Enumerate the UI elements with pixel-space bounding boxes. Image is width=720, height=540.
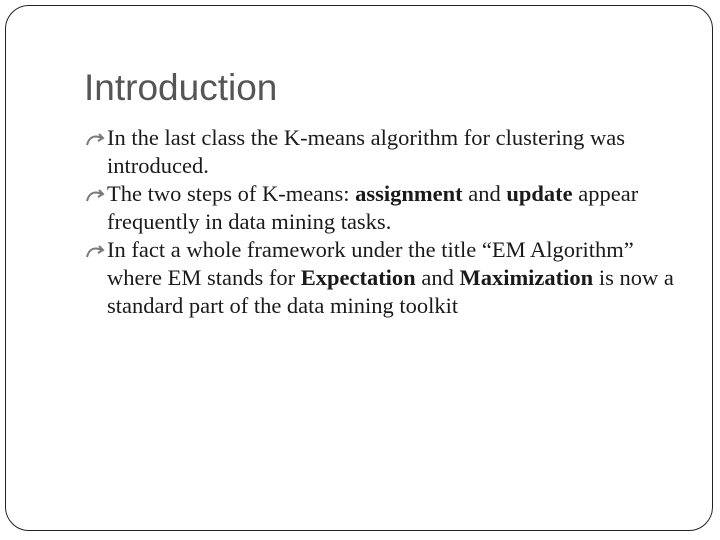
slide-frame (5, 5, 713, 531)
bullet-segment: In the last class the K-means algorithm for clustering was introduced. (107, 125, 625, 178)
bullet-text (107, 124, 684, 180)
curved-arrow-bullet-icon (84, 124, 106, 152)
bold-term: Expectation (300, 265, 416, 290)
slide-title: Introduction (84, 67, 278, 108)
bullet-segment: appear frequently in data mining tasks. (107, 181, 639, 234)
bullet-list (84, 124, 684, 320)
curved-arrow-bullet-icon (84, 236, 106, 264)
bullet-item (84, 236, 684, 320)
bullet-segment: The two steps of K-means: (107, 181, 356, 206)
bullet-segment: In fact a whole framework under the title “EM Algorithm” where EM stands for (107, 237, 634, 290)
bold-term: update (506, 181, 573, 206)
bold-term: assignment (355, 181, 463, 206)
bullet-item (84, 124, 684, 180)
curved-arrow-bullet-icon (84, 180, 106, 208)
bullet-text (107, 180, 684, 236)
bullet-segment: and (462, 181, 507, 206)
bullet-segment: and (415, 265, 460, 290)
bullet-text (107, 236, 684, 320)
bullet-segment: is now a standard part of the data mining toolkit (107, 265, 674, 318)
bold-term: Maximization (459, 265, 594, 290)
bullet-item (84, 180, 684, 236)
